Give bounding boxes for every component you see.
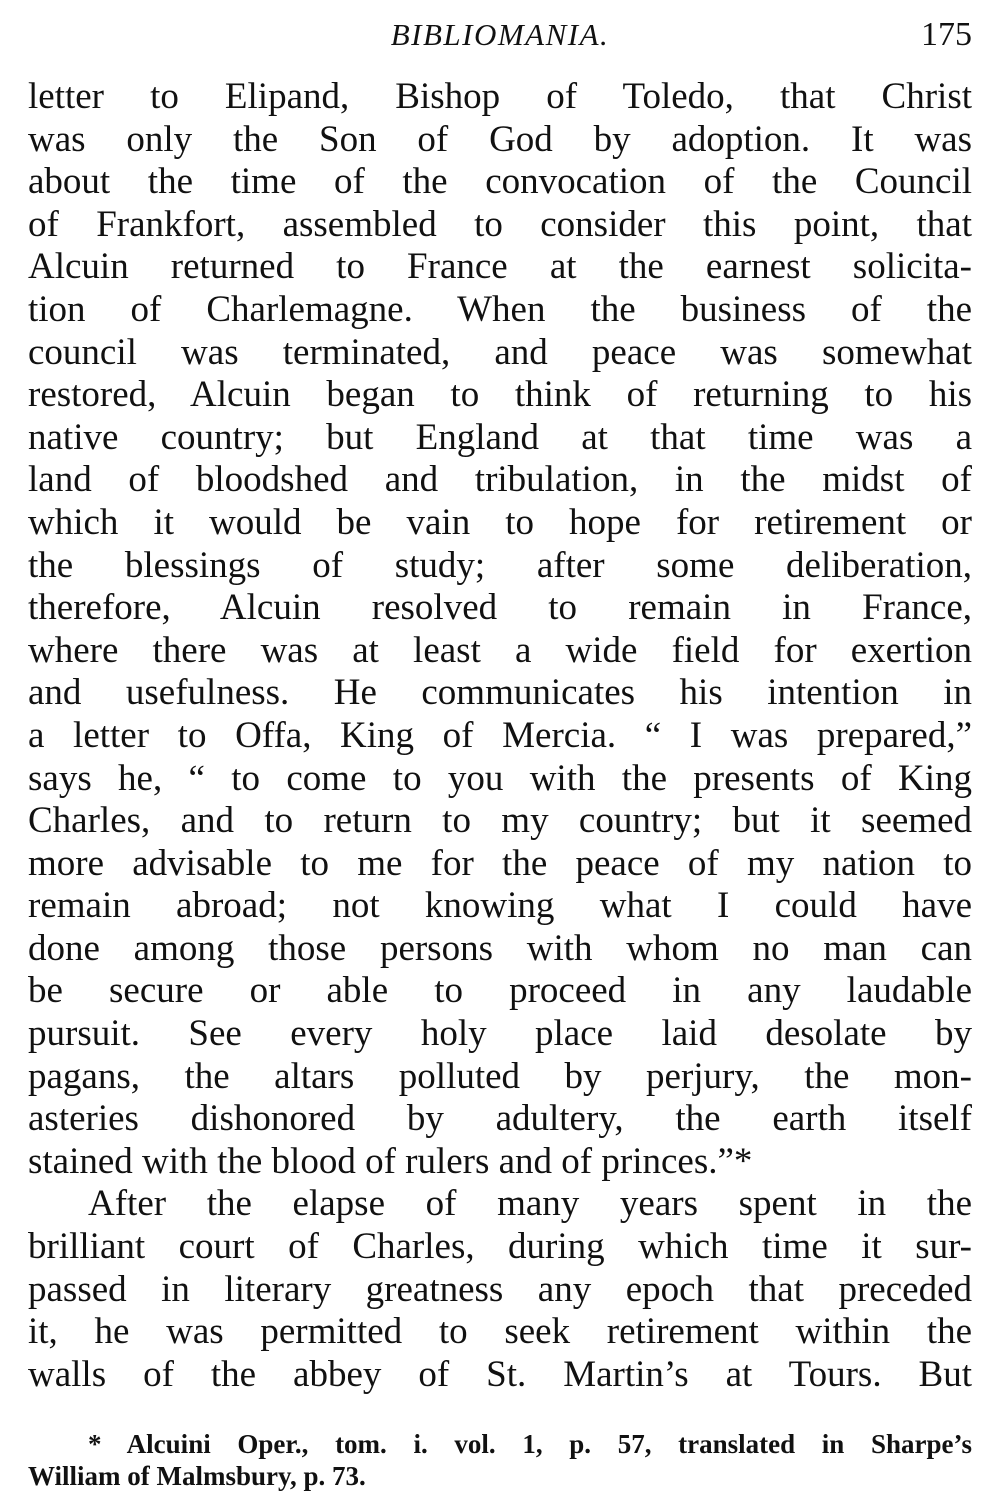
paragraph-first-line: After the elapse of many years spent in the: [88, 1183, 972, 1225]
text-line: which it would be vain to hope for retirement or: [28, 501, 972, 543]
text-line: a letter to Offa, King of Mercia. “ I was prepared,”: [28, 714, 972, 756]
text-line: restored, Alcuin began to think of returning to his: [28, 374, 972, 416]
footnote: [28, 1428, 972, 1492]
text-line: native country; but England at that time was a: [28, 416, 972, 458]
text-line: of Frankfort, assembled to consider this point, that: [28, 203, 972, 245]
text-line: asteries dishonored by adultery, the earth itself: [28, 1098, 972, 1140]
text-line: Alcuin returned to France at the earnest solicita-: [28, 246, 972, 288]
footnote-line: * Alcuini Oper., tom. i. vol. 1, p. 57, translated in Sharpe’s: [88, 1429, 972, 1459]
text-line: more advisable to me for the peace of my nation to: [28, 842, 972, 884]
text-line: it, he was permitted to seek retirement within the: [28, 1311, 972, 1353]
page-header: [28, 10, 972, 60]
footnote-line: William of Malmsbury, p. 73.: [28, 1461, 366, 1491]
running-head: BIBLIOMANIA.: [390, 17, 610, 52]
text-line: the blessings of study; after some deliberation,: [28, 544, 972, 586]
page-number: 175: [921, 16, 972, 53]
text-line: pursuit. See every holy place laid desolate by: [28, 1013, 972, 1055]
text-line: pagans, the altars polluted by perjury, the mon-: [28, 1055, 972, 1097]
text-line: passed in literary greatness any epoch that preceded: [28, 1268, 972, 1310]
text-line: be secure or able to proceed in any laudable: [28, 970, 972, 1012]
text-line: and usefulness. He communicates his intention in: [28, 672, 972, 714]
text-line: council was terminated, and peace was somewhat: [28, 331, 972, 373]
text-line: tion of Charlemagne. When the business of the: [28, 288, 972, 330]
text-line: was only the Son of God by adoption. It was: [28, 118, 972, 160]
body-text: [28, 76, 972, 1396]
text-line: done among those persons with whom no man can: [28, 927, 972, 969]
text-line: letter to Elipand, Bishop of Toledo, that Christ: [28, 76, 972, 117]
text-line: therefore, Alcuin resolved to remain in France,: [28, 587, 972, 629]
text-line: Charles, and to return to my country; but it seemed: [28, 800, 972, 842]
text-line: brilliant court of Charles, during which time it sur-: [28, 1226, 972, 1268]
text-line: says he, “ to come to you with the presents of King: [28, 757, 972, 799]
text-line: walls of the abbey of St. Martin’s at Tours. But: [28, 1353, 972, 1395]
text-line: where there was at least a wide field for exertion: [28, 629, 972, 671]
paragraph-end-line: stained with the blood of rulers and of princes.”*: [28, 1140, 753, 1182]
text-line: remain abroad; not knowing what I could have: [28, 885, 972, 927]
text-line: land of bloodshed and tribulation, in the midst of: [28, 459, 972, 501]
text-line: about the time of the convocation of the Council: [28, 161, 972, 203]
